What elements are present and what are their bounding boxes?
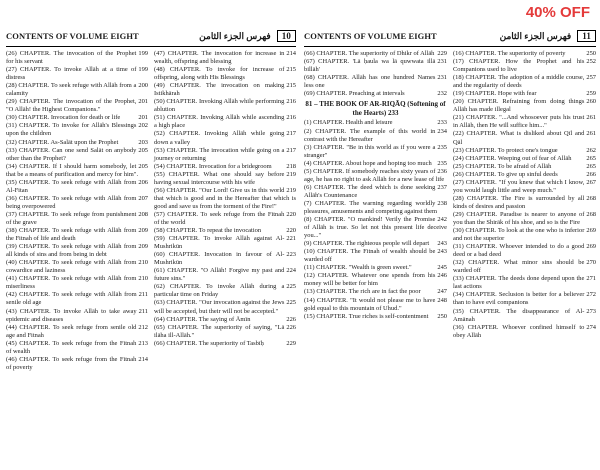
right-header-title: CONTENTS OF VOLUME EIGHT bbox=[304, 31, 437, 41]
toc-entry-text: (36) CHAPTER. To seek refuge with Allāh from being overpowered bbox=[6, 194, 137, 210]
right-page-header bbox=[304, 28, 596, 47]
toc-entry bbox=[304, 144, 447, 160]
toc-entry-page: 243 bbox=[437, 248, 447, 256]
toc-entry-page: 247 bbox=[437, 288, 447, 296]
toc-entry bbox=[154, 324, 296, 340]
toc-entry-text: (19) CHAPTER. Hope with fear bbox=[453, 90, 537, 98]
left-column-1 bbox=[6, 50, 148, 372]
toc-entry-text: (18) CHAPTER. The adoption of a middle course, and the regularity of deeds bbox=[453, 74, 585, 90]
toc-entry-page: 216 bbox=[286, 114, 296, 122]
toc-entry-page: 231 bbox=[437, 74, 447, 82]
toc-entry-page: 252 bbox=[586, 58, 596, 66]
toc-entry-text: (26) CHAPTER. The invocation of the Prophet for his servant bbox=[6, 50, 137, 66]
toc-entry-text: (62) CHAPTER. To invoke Allāh during a particular time on Friday bbox=[154, 283, 285, 299]
toc-entry bbox=[304, 288, 447, 296]
toc-entry-page: 214 bbox=[138, 355, 148, 363]
toc-entry-text: (8) CHAPTER. "O mankind! Verily the Promise of Allāh is true. So let not this present life deceive you..." bbox=[304, 216, 447, 240]
toc-entry bbox=[154, 299, 296, 315]
toc-entry-text: (35) CHAPTER. The disappearance of Al-Amānah bbox=[453, 307, 585, 323]
toc-entry bbox=[6, 356, 148, 372]
toc-entry bbox=[304, 216, 447, 240]
toc-entry-text: (25) CHAPTER. To be afraid of Allāh bbox=[453, 162, 552, 170]
left-column-2 bbox=[154, 50, 296, 372]
toc-entry-text: (40) CHAPTER. To seek refuge with Allāh from cowardice and laziness bbox=[6, 259, 137, 275]
toc-entry-text: (14) CHAPTER. "It would not please me to have gold equal to this mountain of Uhud." bbox=[304, 296, 436, 312]
toc-entry bbox=[453, 308, 596, 324]
toc-entry-page: 210 bbox=[138, 275, 148, 283]
toc-entry bbox=[154, 316, 296, 324]
toc-entry bbox=[154, 187, 296, 211]
toc-entry-text: (30) CHAPTER. Invocation for death or life bbox=[6, 114, 121, 122]
toc-entry bbox=[453, 163, 596, 171]
toc-entry-text: (66) CHAPTER. The superiority of Dhikr of Allāh bbox=[304, 50, 435, 57]
toc-entry-page: 229 bbox=[437, 50, 447, 57]
toc-entry bbox=[6, 275, 148, 291]
toc-entry-text: (1) CHAPTER. Health and leisure bbox=[304, 119, 393, 127]
toc-entry bbox=[154, 114, 296, 130]
toc-entry-page: 237 bbox=[437, 183, 447, 191]
toc-entry-text: (67) CHAPTER. 'Lā ḥaula wa lā quwwata illā billāh' bbox=[304, 58, 436, 74]
toc-entry-page: 214 bbox=[286, 50, 296, 57]
toc-entry-page: 260 bbox=[586, 98, 596, 106]
toc-entry bbox=[154, 211, 296, 227]
toc-entry-text: (28) CHAPTER. The Fire is surrounded by all kinds of desires and passion bbox=[453, 194, 585, 210]
toc-entry bbox=[453, 179, 596, 195]
toc-entry-page: 223 bbox=[286, 251, 296, 259]
toc-entry-text: (16) CHAPTER. The superiority of poverty bbox=[453, 50, 566, 57]
toc-entry-page: 271 bbox=[586, 275, 596, 283]
toc-entry-page: 233 bbox=[437, 119, 447, 127]
toc-entry bbox=[154, 50, 296, 66]
toc-entry-text: (7) CHAPTER. The warning regarding worldly pleasures, amusements and competing against them bbox=[304, 199, 438, 215]
toc-entry bbox=[304, 50, 447, 58]
toc-entry bbox=[6, 324, 148, 340]
toc-entry bbox=[304, 74, 447, 90]
toc-entry bbox=[304, 168, 447, 184]
toc-entry-page: 274 bbox=[586, 323, 596, 331]
toc-entry-page: 216 bbox=[286, 98, 296, 106]
toc-entry bbox=[304, 58, 447, 74]
toc-entry-page: 257 bbox=[586, 74, 596, 82]
toc-entry-text: (13) CHAPTER. The rich are in fact the poor bbox=[304, 288, 421, 296]
toc-entry bbox=[453, 275, 596, 291]
toc-entry bbox=[453, 227, 596, 243]
toc-entry bbox=[453, 171, 596, 179]
toc-entry-page: 242 bbox=[437, 216, 447, 224]
toc-entry-page: 210 bbox=[138, 259, 148, 267]
toc-entry-page: 262 bbox=[586, 146, 596, 154]
toc-entry-page: 272 bbox=[586, 291, 596, 299]
toc-entry bbox=[453, 324, 596, 340]
toc-entry-text: (24) CHAPTER. Weeping out of fear of Allāh bbox=[453, 154, 572, 162]
toc-entry-text: (5) CHAPTER. If somebody reaches sixty years of age, he has no right to ask Allāh for a new lease of life bbox=[304, 167, 445, 183]
toc-entry-page: 270 bbox=[586, 259, 596, 267]
toc-entry-text: (46) CHAPTER. To seek refuge from the Fitnah of poverty bbox=[6, 355, 137, 371]
toc-entry bbox=[154, 171, 296, 187]
toc-entry-text: (26) CHAPTER. To give up sinful deeds bbox=[453, 170, 558, 178]
toc-entry-page: 229 bbox=[286, 339, 296, 347]
left-page-header bbox=[6, 28, 296, 47]
toc-entry-text: (59) CHAPTER. To invoke Allāh against Al-Mushrikūn bbox=[154, 235, 285, 251]
toc-entry-page: 259 bbox=[586, 90, 596, 98]
toc-entry-text: (15) CHAPTER. True riches is self-contentment bbox=[304, 312, 429, 320]
toc-entry-text: (28) CHAPTER. To seek refuge with Allāh from a calamity bbox=[6, 82, 137, 98]
toc-entry-text: (41) CHAPTER. To seek refuge with Allāh from miserliness bbox=[6, 275, 137, 291]
toc-entry-text: (66) CHAPTER. The superiority of Tasbīḥ bbox=[154, 339, 264, 347]
toc-entry bbox=[154, 227, 296, 235]
toc-entry-page: 215 bbox=[286, 82, 296, 90]
toc-entry-page: 267 bbox=[586, 178, 596, 186]
toc-entry-page: 220 bbox=[286, 227, 296, 235]
toc-entry-page: 215 bbox=[286, 66, 296, 74]
toc-entry bbox=[304, 240, 447, 248]
toc-entry-page: 250 bbox=[586, 50, 596, 57]
toc-entry bbox=[6, 147, 148, 163]
toc-entry-text: (50) CHAPTER. Invoking Allāh while performing ablution bbox=[154, 98, 285, 114]
toc-entry-text: (43) CHAPTER. To invoke Allāh to take away epidemic and diseases bbox=[6, 307, 137, 323]
toc-entry-page: 226 bbox=[286, 315, 296, 323]
toc-entry bbox=[6, 243, 148, 259]
toc-entry-page: 225 bbox=[286, 299, 296, 307]
toc-entry-page: 205 bbox=[138, 146, 148, 154]
toc-entry-page: 205 bbox=[138, 162, 148, 170]
toc-entry-page: 199 bbox=[138, 66, 148, 74]
toc-entry bbox=[453, 147, 596, 155]
toc-entry-page: 235 bbox=[437, 143, 447, 151]
toc-entry bbox=[154, 267, 296, 283]
toc-entry-text: (33) CHAPTER. Can one send Salāt on anybody other than the Prophet? bbox=[6, 146, 137, 162]
toc-entry bbox=[6, 308, 148, 324]
toc-entry-text: (42) CHAPTER. To seek refuge with Allāh from senile old age bbox=[6, 291, 137, 307]
toc-entry-text: (11) CHAPTER. "Wealth is green sweet." bbox=[304, 264, 412, 272]
toc-entry-text: (10) CHAPTER. The Fitnah of wealth should be warded off bbox=[304, 248, 436, 264]
right-column-1 bbox=[304, 50, 447, 340]
toc-entry-page: 209 bbox=[138, 243, 148, 251]
toc-entry-page: 206 bbox=[138, 178, 148, 186]
toc-entry-page: 234 bbox=[437, 127, 447, 135]
toc-entry bbox=[6, 195, 148, 211]
toc-entry bbox=[453, 211, 596, 227]
toc-entry-text: (20) CHAPTER. Refraining from doing things Allāh has made illegal bbox=[453, 98, 585, 114]
toc-entry-page: 201 bbox=[138, 98, 148, 106]
toc-entry-text: (39) CHAPTER. To seek refuge with Allāh from all kinds of sins and from being in debt bbox=[6, 243, 137, 259]
toc-entry bbox=[154, 130, 296, 146]
toc-entry-text: (22) CHAPTER. What is disliked about Qīl and Qāl bbox=[453, 130, 585, 146]
toc-entry bbox=[6, 114, 148, 122]
toc-entry-page: 269 bbox=[586, 227, 596, 235]
toc-entry-page: 246 bbox=[437, 272, 447, 280]
toc-entry-page: 209 bbox=[138, 227, 148, 235]
toc-entry-page: 212 bbox=[138, 323, 148, 331]
toc-entry-text: (55) CHAPTER. What one should say before having sexual intercourse with his wife bbox=[154, 170, 285, 186]
toc-entry bbox=[154, 66, 296, 82]
toc-entry-text: (30) CHAPTER. To look at the one who is inferior and not the superior bbox=[453, 227, 585, 243]
toc-entry-page: 232 bbox=[437, 90, 447, 98]
toc-entry-page: 265 bbox=[586, 162, 596, 170]
toc-entry-page: 218 bbox=[286, 162, 296, 170]
toc-entry-text: (37) CHAPTER. To seek refuge from punishment of the grave bbox=[6, 210, 137, 226]
toc-entry-page: 201 bbox=[138, 114, 148, 122]
toc-entry-page: 211 bbox=[138, 307, 148, 315]
toc-entry bbox=[453, 243, 596, 259]
toc-entry-text: (34) CHAPTER. Seclusion is better for a believer than to have evil companions bbox=[453, 291, 585, 307]
toc-entry bbox=[453, 291, 596, 307]
toc-entry-text: (52) CHAPTER. Invoking Allāh while going down a valley bbox=[154, 130, 285, 146]
left-header-arabic: فهرس الجزء الثامن bbox=[199, 31, 271, 41]
toc-entry bbox=[453, 130, 596, 146]
right-header-arabic: فهرس الجزء الثامن bbox=[499, 31, 572, 41]
toc-entry-text: (63) CHAPTER. "Our invocation against the Jews will be accepted, but their will not be accepted." bbox=[154, 299, 285, 315]
toc-entry-text: (47) CHAPTER. The invocation for increase in wealth, offspring and blessing bbox=[154, 50, 285, 66]
toc-entry bbox=[6, 211, 148, 227]
toc-entry-text: (36) CHAPTER. Whoever confined himself to obey Allāh bbox=[453, 323, 585, 339]
toc-entry bbox=[304, 248, 447, 264]
toc-entry-text: (69) CHAPTER. Preaching at intervals bbox=[304, 90, 405, 98]
toc-entry-text: (33) CHAPTER. The deeds done depend upon the last actions bbox=[453, 275, 585, 291]
toc-entry-page: 217 bbox=[286, 146, 296, 154]
toc-entry bbox=[453, 98, 596, 114]
toc-entry-text: (17) CHAPTER. How the Prophet and his Companions used to live bbox=[453, 58, 585, 74]
toc-entry bbox=[304, 90, 447, 98]
toc-entry-page: 266 bbox=[586, 170, 596, 178]
toc-entry-text: (61) CHAPTER. "O Allāh! Forgive my past and future sins." bbox=[154, 267, 285, 283]
toc-entry-page: 245 bbox=[437, 264, 447, 272]
toc-entry-text: (31) CHAPTER. To invoke for Allāh's Blessings upon the children bbox=[6, 122, 137, 138]
toc-entry bbox=[453, 114, 596, 130]
toc-entry-page: 224 bbox=[286, 267, 296, 275]
toc-entry-page: 207 bbox=[138, 194, 148, 202]
toc-entry-text: (31) CHAPTER. Whoever intended to do a good deed or a bad deed bbox=[453, 243, 585, 259]
toc-entry bbox=[304, 200, 447, 216]
toc-entry-text: (51) CHAPTER. Invoking Allāh while ascending a high place bbox=[154, 114, 285, 130]
toc-entry-text: (27) CHAPTER. To invoke Allāh at a time of distress bbox=[6, 66, 137, 82]
toc-entry bbox=[304, 184, 447, 200]
toc-entry-text: (34) CHAPTER. If I should harm somebody, let that be a means of purification and mercy for him". bbox=[6, 162, 139, 178]
toc-entry bbox=[154, 283, 296, 299]
toc-entry-text: (54) CHAPTER. Invocation for a bridegroom bbox=[154, 162, 272, 170]
toc-entry-text: (57) CHAPTER. To seek refuge from the Fitnah of the world bbox=[154, 210, 285, 226]
toc-entry-page: 219 bbox=[286, 170, 296, 178]
toc-entry bbox=[453, 195, 596, 211]
toc-entry bbox=[304, 313, 447, 321]
toc-entry-page: 261 bbox=[586, 114, 596, 122]
toc-entry-page: 203 bbox=[138, 138, 148, 146]
toc-entry bbox=[453, 58, 596, 74]
toc-entry bbox=[304, 297, 447, 313]
right-page bbox=[304, 28, 596, 466]
toc-entry bbox=[6, 179, 148, 195]
toc-entry-text: (3) CHAPTER. "Be in this world as if you were a stranger" bbox=[304, 143, 436, 159]
toc-entry bbox=[6, 259, 148, 275]
toc-entry bbox=[6, 291, 148, 307]
discount-banner: 40% OFF bbox=[480, 0, 600, 26]
toc-entry-page: 199 bbox=[138, 50, 148, 57]
toc-entry-page: 202 bbox=[138, 122, 148, 130]
toc-entry bbox=[6, 340, 148, 356]
toc-entry-text: (64) CHAPTER. The saying of Āmīn bbox=[154, 315, 251, 323]
toc-entry-text: (2) CHAPTER. The example of this world in contrast with the Hereafter bbox=[304, 127, 436, 143]
toc-entry-text: (29) CHAPTER. The invocation of the Prophet, "O Allāh! the Highest Companions." bbox=[6, 98, 137, 114]
toc-entry-page: 268 bbox=[586, 210, 596, 218]
toc-entry-page: 213 bbox=[138, 339, 148, 347]
toc-entry-page: 265 bbox=[586, 154, 596, 162]
toc-entry bbox=[6, 50, 148, 66]
toc-entry bbox=[6, 66, 148, 82]
toc-entry bbox=[453, 50, 596, 58]
toc-entry bbox=[453, 155, 596, 163]
toc-entry-text: (27) CHAPTER. "If you knew that which I know, you would laugh little and weep much." bbox=[453, 178, 585, 194]
toc-entry-text: (29) CHAPTER. Paradise is nearer to anyone of you than the Shirāk of his shoe, and so is the Fire bbox=[453, 210, 585, 226]
toc-entry-text: (4) CHAPTER. About hope and hoping too much bbox=[304, 159, 432, 167]
toc-entry-page: 243 bbox=[437, 240, 447, 248]
toc-entry-page: 235 bbox=[437, 159, 447, 167]
toc-entry-text: (38) CHAPTER. To seek refuge with Allāh from the Fitnah of life and death bbox=[6, 227, 137, 243]
toc-entry bbox=[304, 264, 447, 272]
toc-entry-text: (65) CHAPTER. The superiority of saying, "Lā ilāha ill-Allāh." bbox=[154, 323, 285, 339]
toc-entry-page: 231 bbox=[437, 58, 447, 66]
toc-entry-page: 238 bbox=[437, 199, 447, 207]
toc-entry bbox=[6, 82, 148, 98]
toc-entry-text: (44) CHAPTER. To seek refuge from senile old age and Fitnah bbox=[6, 323, 137, 339]
toc-entry bbox=[154, 82, 296, 98]
toc-entry-text: (21) CHAPTER. "...And whosoever puts his trust in Allāh, then He will suffice him..." bbox=[453, 114, 585, 130]
toc-entry-page: 248 bbox=[437, 296, 447, 304]
toc-entry-page: 221 bbox=[286, 235, 296, 243]
toc-entry-page: 268 bbox=[586, 194, 596, 202]
toc-entry-text: (56) CHAPTER. "Our Lord! Give us in this world that which is good and in the Hereafter that which is good and save us from the torment of the Fire!" bbox=[154, 186, 296, 210]
left-header-title: CONTENTS OF VOLUME EIGHT bbox=[6, 31, 139, 41]
toc-entry-text: (6) CHAPTER. The deed which is done seeking Allāh's Countenance bbox=[304, 183, 436, 199]
left-page-number: 10 bbox=[277, 30, 296, 42]
right-page-number: 11 bbox=[577, 30, 596, 42]
toc-entry-text: (48) CHAPTER. To invoke for increase of offspring, along with His Blessings bbox=[154, 66, 285, 82]
toc-entry-text: (60) CHAPTER. Invocation in favour of Al-Mushrikūn bbox=[154, 251, 285, 267]
toc-entry-text: (9) CHAPTER. The righteous people will depart bbox=[304, 240, 430, 248]
toc-entry-text: (35) CHAPTER. To seek refuge with Allāh from Al-Fitan bbox=[6, 178, 137, 194]
toc-entry bbox=[154, 98, 296, 114]
toc-entry bbox=[154, 340, 296, 348]
toc-entry-page: 226 bbox=[286, 323, 296, 331]
toc-entry bbox=[154, 147, 296, 163]
toc-entry-text: (32) CHAPTER. As-Salāt upon the Prophet bbox=[6, 138, 119, 146]
toc-entry bbox=[6, 122, 148, 138]
toc-entry-text: (12) CHAPTER. Whatever one spends from his money will be better for him bbox=[304, 272, 436, 288]
toc-entry bbox=[453, 90, 596, 98]
toc-entry bbox=[6, 163, 148, 179]
toc-entry-text: (68) CHAPTER. Allāh has one hundred Names less one bbox=[304, 74, 436, 90]
left-page bbox=[6, 28, 296, 466]
toc-entry bbox=[154, 251, 296, 267]
toc-entry bbox=[154, 163, 296, 171]
toc-entry-page: 236 bbox=[437, 167, 447, 175]
toc-entry bbox=[304, 119, 447, 127]
toc-entry-page: 225 bbox=[286, 283, 296, 291]
toc-entry-page: 261 bbox=[586, 130, 596, 138]
toc-entry-page: 220 bbox=[286, 210, 296, 218]
toc-entry-text: (58) CHAPTER. To repeat the invocation bbox=[154, 227, 262, 235]
toc-entry bbox=[453, 74, 596, 90]
toc-entry bbox=[6, 139, 148, 147]
toc-entry-page: 273 bbox=[586, 307, 596, 315]
toc-entry bbox=[304, 160, 447, 168]
toc-entry-text: (49) CHAPTER. The invocation on making Istikhārah bbox=[154, 82, 285, 98]
toc-entry bbox=[6, 98, 148, 114]
toc-entry bbox=[6, 227, 148, 243]
right-column-2 bbox=[453, 50, 596, 340]
toc-entry bbox=[453, 259, 596, 275]
toc-entry bbox=[154, 235, 296, 251]
toc-entry bbox=[304, 128, 447, 144]
toc-entry bbox=[304, 272, 447, 288]
toc-entry-page: 208 bbox=[138, 210, 148, 218]
toc-entry-page: 211 bbox=[138, 291, 148, 299]
toc-entry-text: (53) CHAPTER. The invocation while going on a journey or returning bbox=[154, 146, 285, 162]
toc-entry-page: 269 bbox=[586, 243, 596, 251]
toc-entry-text: (32) CHAPTER. What minor sins should be warded off bbox=[453, 259, 585, 275]
toc-entry-page: 217 bbox=[286, 130, 296, 138]
toc-entry-text: (45) CHAPTER. To seek refuge from the Fitnah of wealth bbox=[6, 339, 137, 355]
toc-entry-page: 200 bbox=[138, 82, 148, 90]
section-heading: 81 – THE BOOK OF AR-RIQĀQ (Softening of the Hearts) 233 bbox=[305, 100, 446, 117]
toc-entry-page: 250 bbox=[437, 312, 447, 320]
toc-entry-page: 219 bbox=[286, 186, 296, 194]
toc-entry-text: (23) CHAPTER. To protect one's tongue bbox=[453, 146, 558, 154]
